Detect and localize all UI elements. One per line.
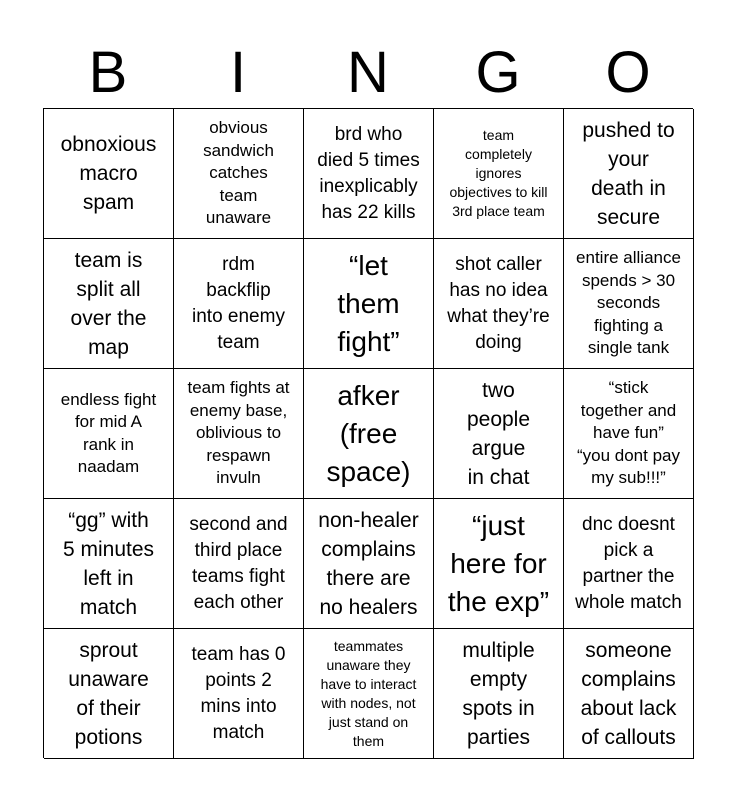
cell-text: brd who died 5 times inexplicably has 22 kills [317,123,420,223]
bingo-cell-r4-c1[interactable] [44,499,174,629]
cell-text: team fights at enemy base, oblivious to respawn invuln [187,378,290,488]
header-letter-g: G [475,40,521,105]
cell-text: “let them fight” [337,249,400,357]
cell-text: two people argue in chat [466,378,531,489]
cell-text: endless fight for mid A rank in naadam [60,389,157,476]
bingo-cell-r3-c4[interactable] [434,369,564,499]
bingo-cell-r3-c2[interactable] [174,369,304,499]
cell-text: multiple empty spots in parties [462,638,535,749]
bingo-cell-r5-c3[interactable] [304,629,434,759]
bingo-cell-r1-c2[interactable] [174,109,304,239]
header-letter-i: I [229,40,247,105]
bingo-cell-r3-c5[interactable] [564,369,694,499]
cell-text: “just here for the exp” [447,509,550,617]
cell-text: team completely ignores objectives to kill 3rd place team [449,127,548,219]
bingo-cell-r2-c2[interactable] [174,239,304,369]
header-letter-n: N [347,40,389,105]
cell-text: rdm backflip into enemy team [192,253,285,353]
header-letter-o: O [605,40,651,105]
cell-text: shot caller has no idea what they’re doing [447,253,550,353]
cell-text: “gg” with 5 minutes left in match [62,508,155,619]
cell-text: someone complains about lack of callouts [580,638,677,749]
cell-text: team has 0 points 2 mins into match [191,643,286,743]
cell-text: obvious sandwich catches team unaware [203,118,274,228]
bingo-cell-r1-c5[interactable] [564,109,694,239]
bingo-cell-r5-c1[interactable] [44,629,174,759]
bingo-cell-r1-c4[interactable] [434,109,564,239]
cell-text: “stick together and have fun” “you dont pay my sub!!!” [576,378,680,488]
bingo-cell-r3-c1[interactable] [44,369,174,499]
bingo-grid [43,108,693,758]
header-letter-b: B [88,40,128,105]
cell-text: teammates unaware they have to interact with nodes, not just stand on them [320,637,417,749]
bingo-cell-r1-c3[interactable] [304,109,434,239]
cell-text: dnc doesnt pick a partner the whole match [575,513,682,613]
bingo-cell-r5-c5[interactable] [564,629,694,759]
bingo-cell-r2-c1[interactable] [44,239,174,369]
bingo-cell-r1-c1[interactable] [44,109,174,239]
cell-text: second and third place teams fight each other [189,513,288,613]
bingo-cell-r4-c2[interactable] [174,499,304,629]
cell-text: afker (free space) [326,379,411,487]
bingo-header [43,40,693,106]
bingo-cell-r2-c4[interactable] [434,239,564,369]
cell-text: sprout unaware of their potions [68,638,149,749]
cell-text: pushed to your death in secure [582,118,675,229]
bingo-cell-r2-c5[interactable] [564,239,694,369]
bingo-cell-r5-c4[interactable] [434,629,564,759]
bingo-cell-r4-c4[interactable] [434,499,564,629]
cell-text: non-healer complains there are no healers [318,508,419,619]
bingo-cell-r2-c3[interactable] [304,239,434,369]
cell-text: team is split all over the map [70,248,147,359]
bingo-cell-r5-c2[interactable] [174,629,304,759]
bingo-cell-r4-c3[interactable] [304,499,434,629]
cell-text: obnoxious macro spam [60,133,157,214]
cell-text: entire alliance spends > 30 seconds fighting a single tank [576,248,681,358]
free-space-cell[interactable] [304,369,434,499]
bingo-cell-r4-c5[interactable] [564,499,694,629]
